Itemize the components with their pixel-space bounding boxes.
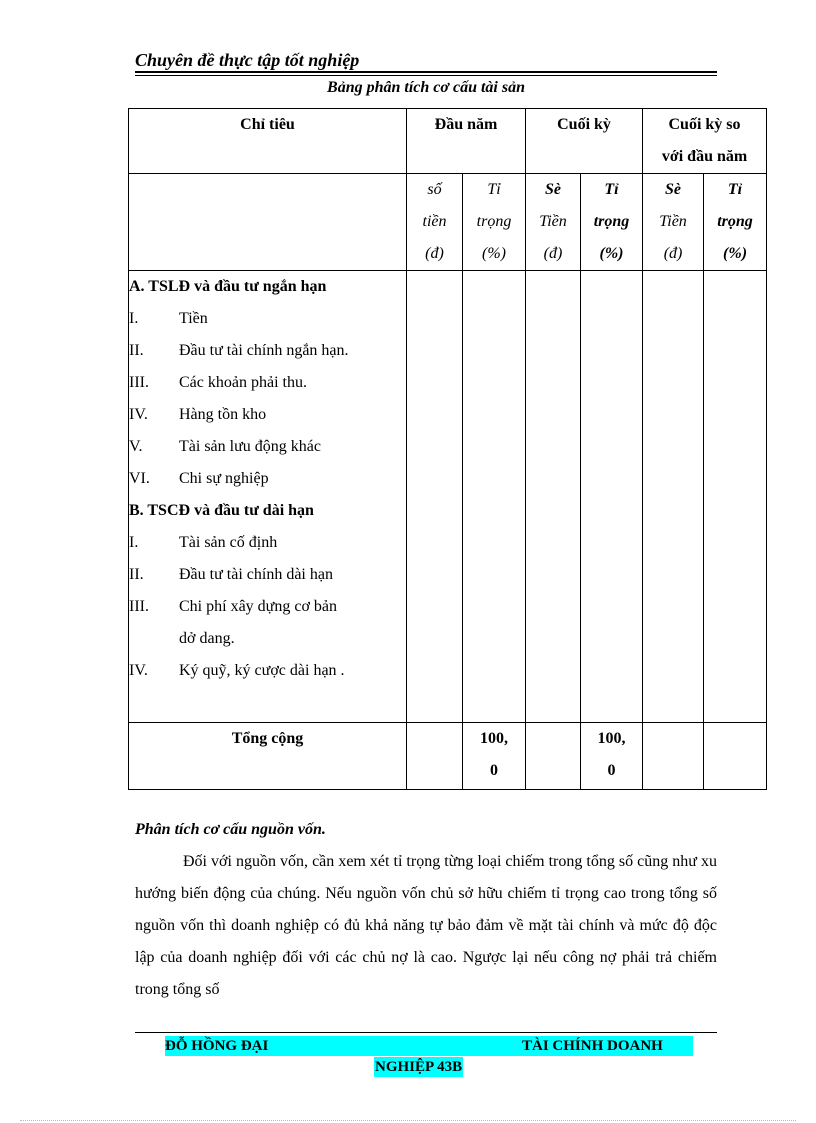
cell-empty — [463, 271, 526, 723]
total-line: 0 — [490, 762, 498, 779]
subheader-ti-trong-dau — [463, 174, 526, 271]
sub-line: trọng — [593, 213, 630, 230]
sub-line: Tiền — [539, 213, 567, 230]
col-header-so-sanh — [643, 109, 767, 174]
item-num: III. — [129, 374, 149, 391]
cell-empty — [704, 271, 767, 723]
sub-line: (đ) — [425, 245, 444, 262]
subheader-so-tien-dau — [407, 174, 463, 271]
item-label: Đầu tư tài chính dài hạn — [179, 566, 333, 583]
section-title: Phân tích cơ cấu nguồn vốn. — [135, 821, 326, 838]
item-label: Hàng tồn kho — [179, 406, 267, 423]
item-label: Đầu tư tài chính ngắn hạn. — [179, 342, 349, 359]
item-num: IV. — [129, 662, 148, 679]
cell-empty — [407, 271, 463, 723]
sub-line: (đ) — [663, 245, 683, 262]
sub-line: số — [427, 181, 442, 198]
cell-empty — [526, 271, 581, 723]
sub-line: Tỉ — [604, 181, 619, 198]
list-item — [129, 559, 406, 591]
col-header-chi-tieu: Chỉ tiêu — [129, 109, 407, 174]
sub-line: Sè — [545, 181, 561, 198]
col-header-dau-nam: Đầu năm — [407, 109, 526, 174]
subheader-so-tien-ss — [643, 174, 704, 271]
list-item — [129, 527, 406, 559]
total-label: Tổng cộng — [129, 723, 407, 790]
list-item — [129, 367, 406, 399]
sub-line: (%) — [599, 245, 624, 262]
footer-highlight — [165, 1036, 693, 1056]
paragraph-text: Đối với nguồn vốn, cần xem xét tỉ trọng từng loại chiếm trong tổng số cũng như xu hướng biến động của chúng. Nếu nguồn vốn chủ sở hữu chiếm tỉ trọng cao trong tổng số nguồn vốn thì doanh nghiệp có đủ khả năng tự bảo đảm về mặt tài chính và mức độ độc lập của doanh nghiệp đối với các chủ nợ là cao. Ngược lại nếu công nợ phải trả chiếm trong tổng số — [135, 853, 717, 998]
cell-empty — [643, 271, 704, 723]
subheader-ti-trong-ss — [704, 174, 767, 271]
item-label: dở dang. — [179, 630, 235, 647]
body-row — [129, 271, 767, 723]
list-item — [129, 335, 406, 367]
col-header-so-sanh-line2: với đầu năm — [661, 148, 748, 165]
cell-empty — [407, 723, 463, 790]
col-header-so-sanh-line1: Cuối kỳ so — [668, 116, 741, 133]
subheader-ti-trong-cuoi — [581, 174, 643, 271]
item-num: IV. — [129, 406, 148, 423]
footer-dept-line2: NGHIỆP 43B — [375, 1059, 463, 1075]
item-label: Ký quỹ, ký cược dài hạn . — [179, 662, 345, 679]
sub-line: Sè — [665, 181, 682, 198]
subheader-so-tien-cuoi — [526, 174, 581, 271]
item-label: Các khoản phải thu. — [179, 374, 307, 391]
page-header-title: Chuyên đề thực tập tốt nghiệp — [135, 50, 360, 70]
cell-empty — [526, 723, 581, 790]
item-num: II. — [129, 342, 144, 359]
section-a-title: A. TSLĐ và đầu tư ngắn hạn — [129, 278, 327, 295]
subheader-blank — [129, 174, 407, 271]
item-label: Chi sự nghiệp — [179, 470, 269, 487]
sub-line: Tỉ — [727, 181, 743, 198]
sub-line: trọng — [476, 213, 512, 230]
cell-empty — [643, 723, 704, 790]
indicator-list — [129, 271, 407, 723]
sub-line: Tiền — [659, 213, 687, 230]
footer-rule — [135, 1032, 717, 1033]
header-row — [129, 109, 767, 174]
footer-dept-line1: TÀI CHÍNH DOANH — [522, 1038, 663, 1054]
total-row — [129, 723, 767, 790]
sub-line: (%) — [723, 245, 748, 262]
sub-line: (đ) — [543, 245, 563, 262]
item-num: I. — [129, 310, 139, 327]
sub-line: tiền — [422, 213, 447, 230]
total-cuoi-ky-pct — [581, 723, 643, 790]
item-num: I. — [129, 534, 139, 551]
item-num: III. — [129, 598, 149, 615]
item-num: VI. — [129, 470, 150, 487]
item-label: Chi phí xây dựng cơ bản — [179, 598, 337, 615]
list-item — [129, 591, 406, 623]
header-rule-thin — [135, 75, 717, 76]
sub-line: trọng — [717, 213, 753, 230]
total-line: 100, — [597, 730, 626, 747]
list-item — [129, 463, 406, 495]
section-b-title: B. TSCĐ và đầu tư dài hạn — [129, 502, 314, 519]
header-rule — [135, 71, 717, 73]
col-header-cuoi-ky: Cuối kỳ — [526, 109, 643, 174]
total-line: 0 — [607, 762, 616, 779]
cell-empty — [581, 271, 643, 723]
list-item — [129, 399, 406, 431]
list-item — [129, 623, 406, 655]
item-num — [129, 623, 179, 655]
body-paragraph — [135, 846, 717, 1006]
table-caption: Bảng phân tích cơ cấu tài sản — [327, 79, 525, 96]
asset-structure-table — [128, 108, 767, 790]
sub-line: (%) — [482, 245, 506, 262]
list-item — [129, 655, 406, 687]
page-edge — [20, 1120, 796, 1121]
total-dau-nam-pct — [463, 723, 526, 790]
sub-line: Tỉ — [487, 181, 501, 198]
item-label: Tài sản lưu động khác — [179, 438, 321, 455]
list-item — [129, 303, 406, 335]
item-num: II. — [129, 566, 144, 583]
cell-empty — [704, 723, 767, 790]
item-label: Tiền — [179, 310, 208, 327]
total-line: 100, — [480, 730, 508, 747]
footer-author: ĐỖ HỒNG ĐẠI — [165, 1038, 269, 1054]
list-item — [129, 431, 406, 463]
item-num: V. — [129, 438, 143, 455]
subheader-row — [129, 174, 767, 271]
item-label: Tài sản cố định — [179, 534, 278, 551]
